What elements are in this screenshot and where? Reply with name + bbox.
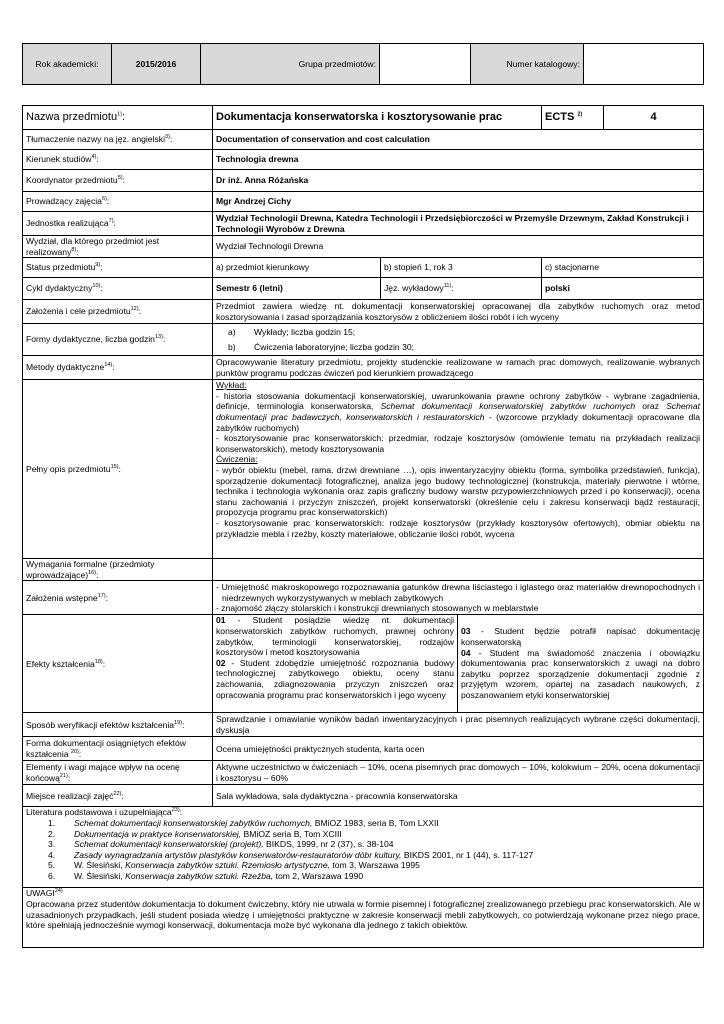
course-table <box>22 105 704 948</box>
outcome-04: 04 - Student ma świadomość znaczenia i obowiązku dokumentowania prac konserwatorskich z uwagi na dobro zabytku poprzez sporządzenie dokumentacji zgodnie z przyjętym wzorem, opartej na zasadach naukowych, z poszanowaniem etyki konserwatorskiej <box>461 647 700 700</box>
coordinator-value: Dr inż. Anna Różańska <box>213 170 704 192</box>
language-label: Jęz. wykładowy$^{11)}$: <box>381 278 542 300</box>
academic-year-value: 2015/2016 <box>112 44 201 85</box>
place-value: Sala wykładowa, sala dydaktyczna - pracownia konserwatorska <box>213 785 704 807</box>
unit-value: Wydział Technologii Drewna, Katedra Technologii i Przedsiębiorczości w Przemyśle Drzewnym, Zakład Konstrukcji i Technologii Wyrobów z Drewna <box>213 212 704 236</box>
field-label: Kierunek studiów$^{4)}$: <box>23 150 213 170</box>
verification-label: Sposób weryfikacji efektów kształcenia$^{19)}$: <box>23 713 213 737</box>
place-label: Miejsce realizacji zajęć$^{22)}$: <box>23 785 213 807</box>
exercise-topic-2: - kosztorysowanie prac konserwatorskich: rodzaje kosztorysów (przykłady kosztorysów ofertowych), obmiar obiektu na przykładzie mebla i rzeźby, koszty materiałowe, obliczanie ilości robót, wycena <box>216 517 700 539</box>
list-item: - Umiejętność makroskopowego rozpoznawania gatunków drewna liściastego i iglastego oraz materiałów drewnopochodnych i niedrzewnych wykorzystywanych w meblach zabytkowych <box>216 582 700 603</box>
list-item: 3. Schemat dokumentacji konserwatorskiej (projekt), BIKDS, 1999, nr 2 (37), s. 38-104 <box>48 839 394 850</box>
methods-value: Opracowywanie literatury przedmiotu, projekty studenckie realizowane w ramach prac domowych, realizowanie wybranych punktów programu podczas ćwiczeń pod kierunkiem prowadzącego <box>213 356 704 380</box>
list-item: 2. Dokumentacja w praktyce konserwatorskiej, BMiOZ seria B, Tom XCIII <box>48 828 342 839</box>
course-name: Dokumentacja konserwatorska i kosztorysowanie prac <box>213 106 542 130</box>
language-value: polski <box>542 278 704 300</box>
formal-requirements-label: Wymagania formalne (przedmioty wprowadzające)$^{16)}$: <box>23 559 213 581</box>
coordinator-label: Koordynator przedmiotu$^{5)}$: <box>23 170 213 192</box>
teacher-label: Prowadzący zajęcia$^{6)}$: <box>23 192 213 212</box>
list-item: - znajomość złączy stolarskich i konstrukcji drewnianych stosowanych w meblarstwie <box>216 603 700 614</box>
prerequisites-value <box>213 581 704 615</box>
header-table <box>22 43 704 85</box>
outcome-02: 02 - Student zdobędzie umiejętność rozpoznania budowy technologicznej zabytkowego obiektu, oceny stanu zachowania, zdiagnozowania przyczyn zniszczeń oraz opracowania programu prac konserwatorskich i jego wyceny <box>216 657 454 700</box>
academic-year-label: Rok akademicki: <box>23 44 112 85</box>
outcome-01: 01 - Student posiądzie wiedzę nt. dokumentacji konserwatorskich zabytków ruchomych, prawnej ochrony zabytków, terminologii konserwatorskiej, rodzajów kosztorysów i metod kosztorysowania <box>216 615 454 658</box>
remarks-cell <box>23 888 704 948</box>
status-a: a) przedmiot kierunkowy <box>213 258 381 278</box>
forms-list <box>216 327 700 352</box>
translation-value: Documentation of conservation and cost calculation <box>213 130 704 150</box>
cycle-label: Cykl dydaktyczny$^{10)}$: <box>23 278 213 300</box>
prerequisites-label: Założenia wstępne$^{17)}$: <box>23 581 213 615</box>
documentation-label: Forma dokumentacji osiągniętych efektów kształcenia $^{20)}$: <box>23 737 213 761</box>
cycle-value: Semestr 6 (letni) <box>213 278 381 300</box>
forms-label: Formy dydaktyczne, liczba godzin$^{13)}$: <box>23 324 213 356</box>
list-item: 1. Schemat dokumentacji konserwatorskiej zabytków ruchomych, BMiOZ 1983, seria B, Tom LXXII <box>48 817 439 828</box>
unit-label: Jednostka realizująca$^{7)}$: <box>23 212 213 236</box>
status-b: b) stopień 1, rok 3 <box>381 258 542 278</box>
status-c: c) stacjonarne <box>542 258 704 278</box>
methods-label: Metody dydaktyczne$^{14)}$: <box>23 356 213 380</box>
goals-value: Przedmiot zawiera wiedzę nt. dokumentacji konserwatorskiej opracowanej dla zabytków ruchomych oraz metod kosztorysowania i zasad sporządzania kosztorysów z obliczeniem ilości robót i ich wyceny <box>213 300 704 324</box>
full-description-value <box>213 380 704 559</box>
literature-cell <box>23 807 704 888</box>
formal-requirements-value <box>213 559 704 581</box>
list-item: b) Ćwiczenia laboratoryjne; liczba godzin 30; <box>228 341 415 352</box>
ects-value: 4 <box>604 106 704 130</box>
faculty-value: Wydział Technologii Drewna <box>213 236 704 258</box>
outcomes-left <box>213 615 458 713</box>
exercise-topic-1: - wybór obiektu (mebel, rama, drzwi drewniane …), opis inwentaryzacyjny obiektu (forma, symbolika przedstawień, funkcja), sporządzenie dokumentacji fotograficznej, analiza jego budowy technologicznej (konstrukcja, materiały pierwotne i wtórne, technika i technologia wykonania oraz zapis graficzny budowy warstw przypowierzchniowych przed i po konserwacji), ocena stanu zachowania i przyczyn zniszczeń, projekt konserwatorski (określenie celu i zakresu konserwacji bądź restauracji, propozycja programu prac konserwatorskich) <box>216 464 700 518</box>
outcome-03: 03 - Student będzie potrafił napisać dokumentację konserwatorską <box>461 626 700 647</box>
status-label: Status przedmiotu$^{9)}$: <box>23 258 213 278</box>
weights-value: Aktywne uczestnictwo w ćwiczeniach – 10%, ocena pisemnych prac domowych – 10%, kolokwium – 20%, ocena dokumentacji i kosztorysu – 60% <box>213 761 704 785</box>
list-item: 4. Zasady wynagradzania artystów plastyków konserwatorów-restauratorów dóbr kultury, BIKDS 2001, nr 1 (44), s. 117-127 <box>48 849 534 860</box>
goals-label: Założenia i cele przedmiotu$^{12)}$: <box>23 300 213 324</box>
verification-value: Sprawdzanie i omawianie wyników badań inwentaryzacyjnych i prac pisemnych realizujących wybrane części dokumentacji, dyskusja <box>213 713 704 737</box>
catalog-value <box>584 44 704 85</box>
catalog-label: Numer katalogowy: <box>471 44 584 85</box>
group-value <box>380 44 471 85</box>
lecture-heading: Wykład: <box>216 380 247 391</box>
faculty-label: Wydział, dla którego przedmiot jest realizowany$^{8)}$: <box>23 236 213 258</box>
forms-value <box>213 324 704 356</box>
remarks-value: Opracowana przez studentów dokumentacja to dokument ćwiczebny, który nie utrwala w formie pisemnej i fotograficznej zrealizowanego przebiegu prac konserwatorskich. Ale w uzasadnionych przypadkach, jeśli student posiada wiedzę i umiejętności praktyczne w zakresie konserwacji mebli zabytkowych, co potwierdzają wykonane przez niego prace, które spełniają jednocześnie wymogi konserwacji, dokumentacja może być wykonana dla jednego z takich obiektów. <box>26 898 700 931</box>
outcomes-right <box>458 615 704 713</box>
group-label: Grupa przedmiotów: <box>201 44 380 85</box>
list-item: 6. W. Ślesiński, Konserwacja zabytków sztuki. Rzeźba, tom 2, Warszawa 1990 <box>48 870 364 881</box>
course-name-label: Nazwa przedmiotu$^{1)}$: <box>23 106 213 130</box>
teacher-value: Mgr Andrzej Cichy <box>213 192 704 212</box>
full-description-label: Pełny opis przedmiotu$^{15)}$: <box>23 380 213 559</box>
field-value: Technologia drewna <box>213 150 704 170</box>
documentation-value: Ocena umiejętności praktycznych studenta, karta ocen <box>213 737 704 761</box>
weights-label: Elementy i wagi mające wpływ na ocenę końcową$^{21)}$: <box>23 761 213 785</box>
list-item: 5. W. Ślesiński, Konserwacja zabytków sztuki. Rzemiosło artystyczne, tom 3, Warszawa 1995 <box>48 860 420 871</box>
list-item: a) Wykłady; liczba godzin 15; <box>228 327 356 338</box>
literature-list <box>26 818 700 882</box>
literature-label: Literatura podstawowa i uzupełniająca$^{23)}$: <box>26 807 183 818</box>
exercise-heading: Ćwiczenia: <box>216 454 258 465</box>
translation-label: Tłumaczenie nazwy na jęz. angielski$^{3)}$: <box>23 130 213 150</box>
lecture-topic-2: - kosztorysowanie prac konserwatorskich: przedmiar, rodzaje kosztorysów (omówienie tematu na przykładach realizacji konserwatorskich), metody kosztorysowania <box>216 433 700 454</box>
ects-label: ECTS $^{2)}$ <box>542 106 604 130</box>
outcomes-label: Efekty kształcenia$^{18)}$: <box>23 615 213 713</box>
lecture-topic-1: - historia stosowania dokumentacji konserwatorskiej, uwarunkowania prawne ochrony zabytków - wybrane zagadnienia, definicje, terminologia konserwatorska, Schemat dokumentacji konserwatorskiej zabytków ruchomych oraz Schemat dokumentacji prac badawczych, konserwatorskich i restauratorskich - (wzorcowe przykłady dokumentacji opracowane dla zabytków ruchomych) <box>216 390 700 433</box>
remarks-label: UWAGI$^{24)}$ <box>26 888 63 899</box>
prerequisites-list <box>216 582 700 614</box>
